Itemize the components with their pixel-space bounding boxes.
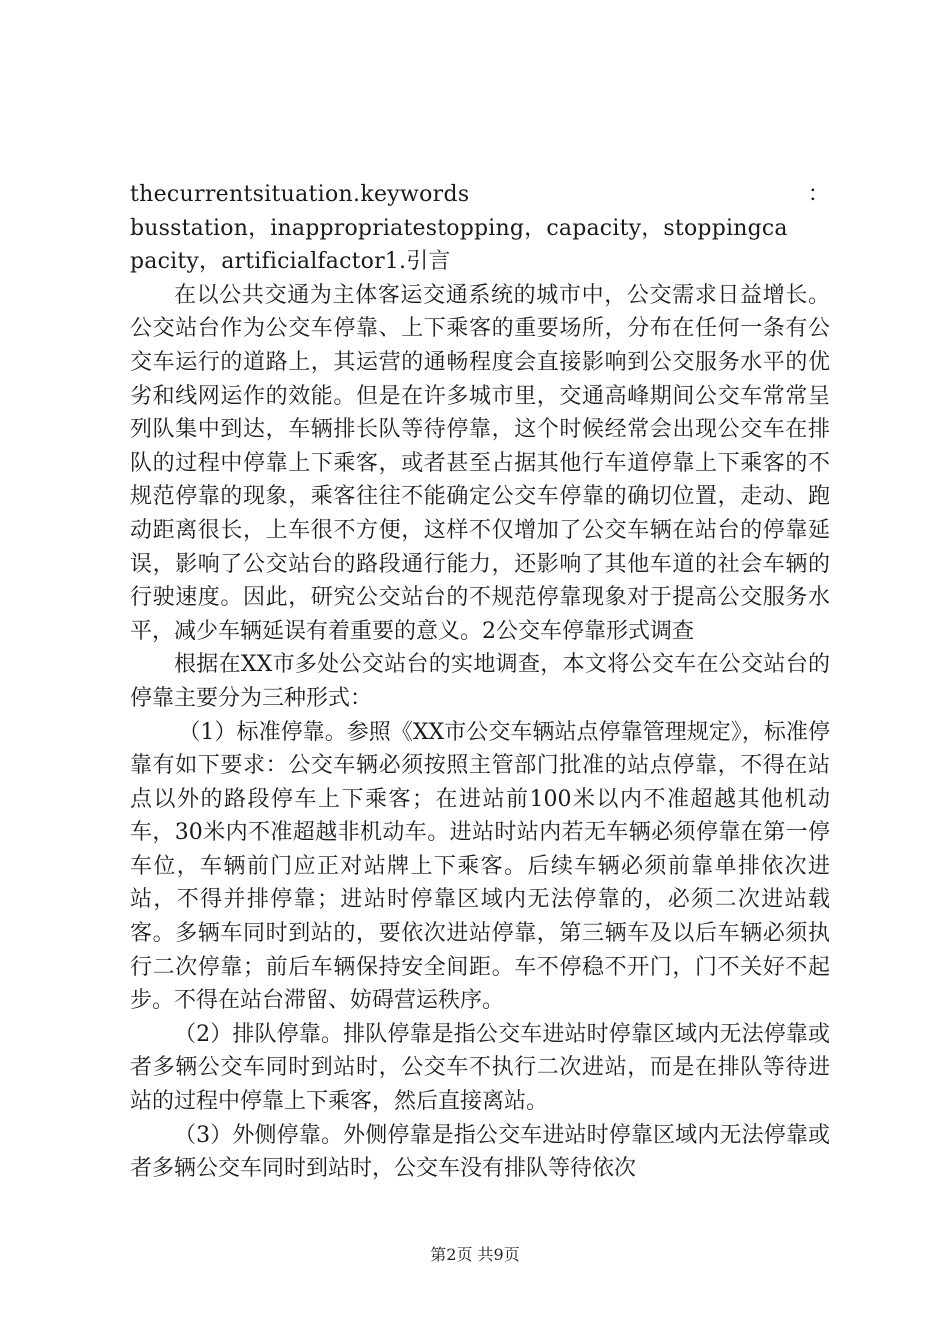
keywords-list-line-end: pacity，artificialfactor1.引言 bbox=[130, 249, 451, 275]
paragraph-outside-stop: （3）外侧停靠。外侧停靠是指公交车进站时停靠区域内无法停靠或者多辆公交车同时到站时，公交车没有排队等待依次 bbox=[130, 1122, 830, 1182]
keywords-colon: ： bbox=[807, 182, 830, 207]
document-body bbox=[130, 178, 830, 1186]
keywords-list-line: busstation，inappropriatestopping，capacity，stoppingca bbox=[130, 215, 788, 241]
keywords-lead: thecurrentsituation.keywords bbox=[130, 182, 470, 207]
paragraph-survey: 根据在XX市多处公交站台的实地调查，本文将公交车在公交站台的停靠主要分为三种形式： bbox=[130, 652, 830, 711]
paragraph-queue-stop: （2）排队停靠。排队停靠是指公交车进站时停靠区域内无法停靠或者多辆公交车同时到站时，公交车不执行二次进站，而是在排队等待进站的过程中停靠上下乘客，然后直接离站。 bbox=[130, 1021, 830, 1115]
paragraph-standard-stop: （1）标准停靠。参照《XX市公交车辆站点停靠管理规定》，标准停靠有如下要求：公交车辆必须按照主管部门批准的站点停靠，不得在站点以外的路段停车上下乘客；在进站前100米以内不准超越其他机动车，30米内不准超越非机动车。进站时站内若无车辆必须停靠在第一停车位，车辆前门应正对站牌上下乘客。后续车辆必须前靠单排依次进站，不得并排停靠；进站时停靠区域内无法停靠的，必须二次进站载客。多辆车同时到站的，要依次进站停靠，第三辆车及以后车辆必须执行二次停靠；前后车辆保持安全间距。车不停稳不开门，门不关好不起步。不得在站台滞留、妨碍营运秩序。 bbox=[130, 719, 830, 1014]
paragraph-intro: 在以公共交通为主体客运交通系统的城市中，公交需求日益增长。公交站台作为公交车停靠、上下乘客的重要场所，分布在任何一条有公交车运行的道路上，其运营的通畅程度会直接影响到公交服务水平的优劣和线网运作的效能。但是在许多城市里，交通高峰期间公交车常常呈列队集中到达，车辆排长队等待停靠，这个时候经常会出现公交车在排队的过程中停靠上下乘客，或者甚至占据其他行车道停靠上下乘客的不规范停靠的现象，乘客往往不能确定公交车停靠的确切位置，走动、跑动距离很长，上车很不方便，这样不仅增加了公交车辆在站台的停靠延误，影响了公交站台的路段通行能力，还影响了其他车道的社会车辆的行驶速度。因此，研究公交站台的不规范停靠现象对于提高公交服务水平，减少车辆延误有着重要的意义。2公交车停靠形式调查 bbox=[130, 282, 830, 644]
page-footer: 第2页 共9页 bbox=[430, 1245, 520, 1264]
keywords-line bbox=[130, 178, 830, 212]
